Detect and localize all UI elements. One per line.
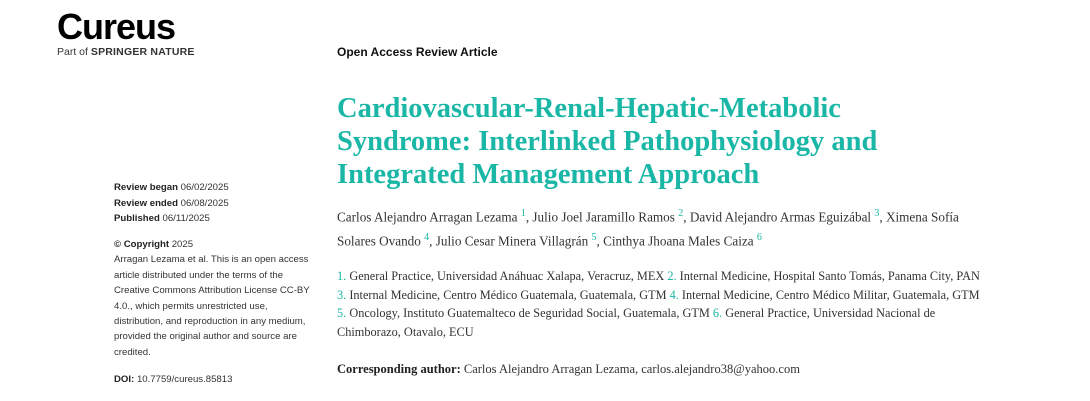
- affiliation-list: [337, 267, 987, 341]
- review-began-label: Review began: [114, 182, 178, 193]
- affiliation-text: Internal Medicine, Hospital Santo Tomás, Panama City, PAN: [679, 269, 980, 283]
- review-ended: [114, 196, 314, 212]
- author-name[interactable]: Carlos Alejandro Arragan Lezama: [337, 209, 518, 225]
- article-type: Open Access Review Article: [337, 45, 498, 59]
- affiliation-number: 1.: [337, 269, 347, 283]
- author-list: Carlos Alejandro Arragan Lezama $^1$, Julio Joel Jaramillo Ramos $^2$, David Alejandro Armas Eguizábal $^3$, Ximena Sofía Solares Ovando $^4$, Julio Cesar Minera Villagrán $^5$, Cinthya Jhoana Males Caiza $^6$: [337, 208, 959, 249]
- doi-value[interactable]: 10.7759/cureus.85813: [136, 374, 233, 386]
- published-label: Published: [114, 213, 160, 225]
- author-affil-ref[interactable]: 1: [520, 208, 526, 219]
- published: [114, 211, 314, 227]
- corresponding-text[interactable]: Carlos Alejandro Arragan Lezama, carlos.alejandro38@yahoo.com: [463, 362, 800, 376]
- published-date: 06/11/2025: [162, 213, 210, 225]
- logo-subtitle: [57, 46, 195, 58]
- article-sidebar: [114, 180, 314, 388]
- affiliation-text: Internal Medicine, Centro Médico Militar, Guatemala, GTM: [681, 287, 980, 302]
- article-title: Cardiovascular-Renal-Hepatic-Metabolic Syndrome: Interlinked Pathophysiology and Integrated Management Approach: [337, 93, 878, 190]
- affiliation-number: 3.: [337, 287, 347, 302]
- affiliation-text: General Practice, Universidad Nacional de Chimborazo, Otavalo, ECU: [337, 306, 936, 339]
- affiliation-number: 6.: [712, 306, 723, 321]
- affiliation-number: 4.: [669, 287, 679, 302]
- affiliation-number: 5.: [337, 306, 347, 321]
- logo-wordmark: Cureus: [57, 6, 176, 47]
- author-name[interactable]: Ximena Sofía Solares Ovando: [337, 209, 959, 249]
- cureus-logo[interactable]: [57, 8, 195, 58]
- author-name[interactable]: Julio Cesar Minera Villagrán: [435, 233, 589, 249]
- affiliation-text: Oncology, Instituto Guatemalteco de Seguridad Social, Guatemala, GTM: [349, 306, 710, 321]
- corresponding-label: Corresponding author:: [337, 362, 461, 376]
- copyright: [114, 237, 314, 253]
- logo-part-of: Part of: [57, 46, 88, 58]
- license-text: Arragan Lezama et al. This is an open access article distributed under the terms of the Creative Commons Attribution License CC-BY 4.0., which permits unrestricted use, distribution, and reproduction in any medium, provided the original author and source are credited.: [114, 254, 310, 358]
- author-affil-ref[interactable]: 6: [756, 232, 762, 244]
- affiliation-text: General Practice, Universidad Anáhuac Xalapa, Veracruz, MEX: [349, 269, 665, 283]
- author-affil-ref[interactable]: 5: [591, 232, 597, 244]
- author-affil-ref[interactable]: 2: [678, 208, 684, 219]
- author-affil-ref[interactable]: 3: [874, 208, 880, 219]
- author-name[interactable]: David Alejandro Armas Eguizábal: [689, 209, 872, 225]
- doi-label: DOI:: [114, 374, 135, 386]
- copyright-label: © Copyright: [114, 238, 170, 250]
- logo-parent: SPRINGER NATURE: [90, 46, 195, 58]
- doi: [114, 372, 314, 388]
- review-began-date: 06/02/2025: [180, 182, 229, 193]
- review-began: [114, 180, 314, 196]
- author-name[interactable]: Julio Joel Jaramillo Ramos: [532, 209, 675, 225]
- copyright-year: 2025: [171, 238, 194, 250]
- review-ended-label: Review ended: [114, 197, 178, 209]
- affiliation-number: 2.: [667, 269, 677, 283]
- affiliation-text: Internal Medicine, Centro Médico Guatemala, Guatemala, GTM: [349, 287, 667, 302]
- corresponding-author: [337, 362, 987, 377]
- author-affil-ref[interactable]: 4: [424, 232, 430, 244]
- review-ended-date: 06/08/2025: [180, 197, 229, 209]
- author-name[interactable]: Cinthya Jhoana Males Caiza: [603, 233, 754, 249]
